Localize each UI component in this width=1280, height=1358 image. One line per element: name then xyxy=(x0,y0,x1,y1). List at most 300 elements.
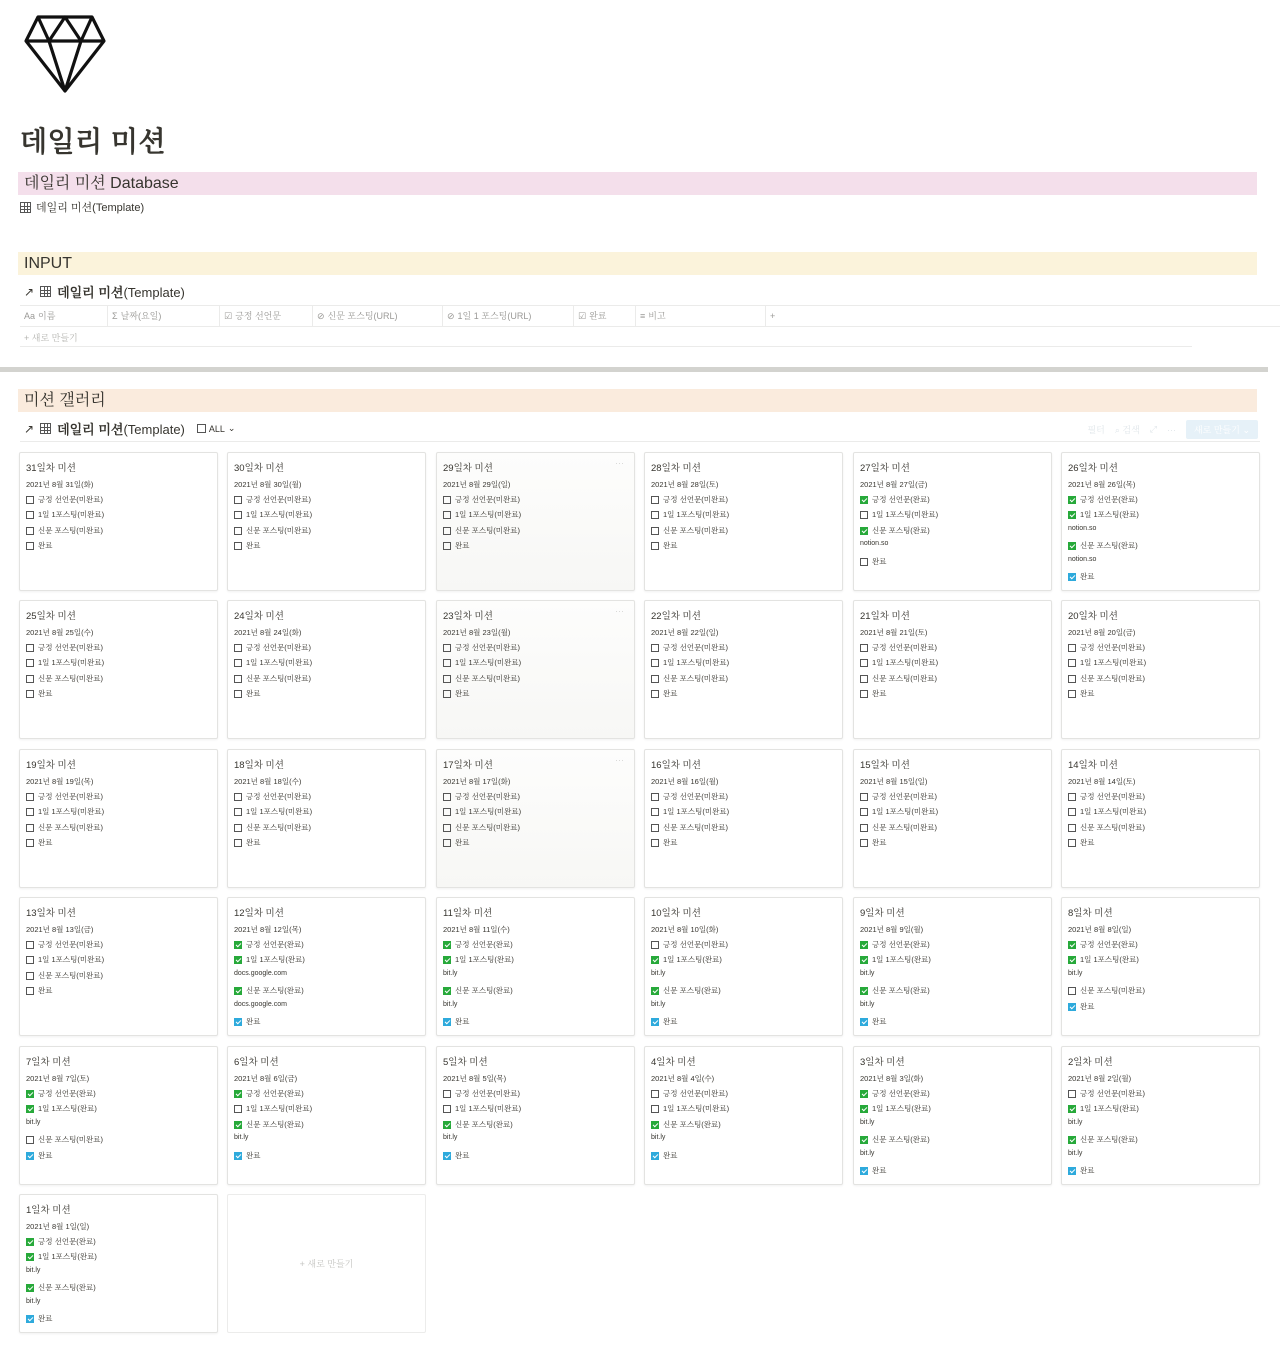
checked-checkbox-icon xyxy=(860,1018,868,1026)
checkbox-icon xyxy=(234,839,242,847)
text-prop-icon: Aa xyxy=(24,311,36,321)
checked-checkbox-icon xyxy=(1068,1003,1076,1011)
checkbox-icon xyxy=(234,511,242,519)
card-property-label: 긍정 선언문(완료) xyxy=(455,940,513,949)
card-property xyxy=(860,806,938,817)
card-title: 25일차 미션 xyxy=(26,611,76,622)
card-title: 29일차 미션 xyxy=(443,463,493,474)
card-property xyxy=(860,1165,887,1176)
checkbox-icon xyxy=(26,496,34,504)
card-property xyxy=(26,525,103,536)
more-icon[interactable]: ··· xyxy=(1166,424,1176,435)
add-column-button[interactable] xyxy=(766,306,806,326)
card-date: 2021년 8월 27일(금) xyxy=(860,480,928,489)
column-header-done[interactable]: ☑ 완료 xyxy=(574,306,636,326)
checked-checkbox-icon xyxy=(651,1121,659,1129)
card-property-label: 1일 1포스팅(완료) xyxy=(38,1104,97,1113)
card-property xyxy=(1068,1165,1095,1176)
gallery-card[interactable] xyxy=(19,600,218,739)
checkbox-icon xyxy=(234,808,242,816)
card-property-label: 1일 1포스팅(완료) xyxy=(872,955,931,964)
card-url[interactable] xyxy=(443,1001,457,1008)
new-page-button[interactable]: 새로 만들기 ⌄ xyxy=(1186,420,1258,439)
checkbox-icon xyxy=(443,527,451,535)
card-title: 19일차 미션 xyxy=(26,760,76,771)
card-date: 2021년 8월 23일(월) xyxy=(443,628,511,637)
card-property-label: 긍정 선언문(미완료) xyxy=(38,643,104,652)
gallery-card[interactable] xyxy=(853,1046,1052,1185)
card-property-label: 완료 xyxy=(38,541,53,550)
checked-checkbox-icon xyxy=(1068,956,1076,964)
card-url-text: bit.ly xyxy=(860,1001,875,1008)
checkbox-icon xyxy=(26,972,34,980)
checked-checkbox-icon xyxy=(26,1105,34,1113)
card-property xyxy=(651,525,728,536)
card-url[interactable] xyxy=(651,1001,665,1008)
card-url[interactable] xyxy=(1068,1119,1082,1126)
checkbox-icon xyxy=(1068,793,1076,801)
checkbox-icon xyxy=(443,1090,451,1098)
card-property-label: 긍정 선언문(미완료) xyxy=(455,643,521,652)
gallery-card[interactable] xyxy=(227,1046,426,1185)
card-property xyxy=(651,837,678,848)
card-more-icon[interactable]: ··· xyxy=(615,755,624,765)
card-url-text: bit.ly xyxy=(651,1134,666,1141)
card-url[interactable] xyxy=(26,1298,40,1305)
gallery-card[interactable] xyxy=(644,1046,843,1185)
card-property xyxy=(1068,791,1145,802)
checkbox-icon xyxy=(651,496,659,504)
gallery-card[interactable] xyxy=(436,452,635,591)
card-url-text: bit.ly xyxy=(1068,1150,1083,1157)
view-selector[interactable]: ALL ⌄ xyxy=(197,423,236,434)
checkbox-icon xyxy=(26,808,34,816)
checked-checkbox-icon xyxy=(234,1152,242,1160)
card-property xyxy=(651,1016,678,1027)
card-property xyxy=(443,642,520,653)
diamond-icon[interactable] xyxy=(24,14,106,94)
checked-checkbox-icon xyxy=(1068,1136,1076,1144)
gallery-card[interactable] xyxy=(436,749,635,888)
card-property xyxy=(234,791,311,802)
card-property xyxy=(443,540,470,551)
card-title: 9일차 미션 xyxy=(860,908,905,919)
card-property xyxy=(860,509,938,520)
card-property xyxy=(26,540,53,551)
checkbox-icon xyxy=(860,644,868,652)
card-property-label: 1일 1포스팅(미완료) xyxy=(38,510,105,519)
new-card-button[interactable]: + 새로 만들기 xyxy=(227,1194,426,1333)
card-property xyxy=(234,1088,304,1099)
card-property-label: 긍정 선언문(미완료) xyxy=(663,1089,729,1098)
card-url[interactable] xyxy=(1068,556,1096,563)
card-property xyxy=(651,509,729,520)
card-property xyxy=(651,939,728,950)
checkbox-icon xyxy=(443,511,451,519)
checked-checkbox-icon xyxy=(651,1018,659,1026)
gallery-card[interactable] xyxy=(227,749,426,888)
card-property xyxy=(1068,1134,1138,1145)
checkbox-icon xyxy=(26,675,34,683)
card-property xyxy=(651,1088,728,1099)
card-property xyxy=(443,1103,521,1114)
card-property xyxy=(26,1134,103,1145)
card-property-label: 1일 1포스팅(미완료) xyxy=(872,807,939,816)
checkbox-prop-icon: ☑ xyxy=(224,311,233,321)
card-property-label: 완료 xyxy=(246,1151,261,1160)
card-property xyxy=(234,1103,312,1114)
card-url[interactable] xyxy=(1068,525,1096,532)
template-database-link[interactable] xyxy=(20,199,144,215)
card-url[interactable] xyxy=(860,1119,874,1126)
input-section-header: INPUT xyxy=(18,252,1257,275)
card-property-label: 완료 xyxy=(246,838,261,847)
checkbox-icon xyxy=(1068,839,1076,847)
card-property xyxy=(1068,954,1139,965)
gallery-card[interactable] xyxy=(19,749,218,888)
checkbox-icon xyxy=(234,675,242,683)
gallery-card[interactable] xyxy=(853,452,1052,591)
gallery-card[interactable] xyxy=(853,749,1052,888)
checkbox-icon xyxy=(1068,824,1076,832)
card-property-label: 완료 xyxy=(1080,838,1095,847)
card-property xyxy=(1068,540,1138,551)
checkbox-icon xyxy=(651,839,659,847)
card-property-label: 긍정 선언문(완료) xyxy=(38,1237,96,1246)
checkbox-icon xyxy=(860,824,868,832)
card-property-label: 긍정 선언문(미완료) xyxy=(663,792,729,801)
card-url-text: docs.google.com xyxy=(234,1001,287,1008)
url-prop-icon: ⊘ xyxy=(317,311,325,321)
card-property-label: 1일 1포스팅(완료) xyxy=(872,1104,931,1113)
card-property-label: 1일 1포스팅(미완료) xyxy=(246,807,313,816)
gallery-card[interactable] xyxy=(1061,897,1260,1036)
card-date: 2021년 8월 4일(수) xyxy=(651,1074,715,1083)
card-property-label: 완료 xyxy=(663,838,678,847)
card-more-icon[interactable]: ··· xyxy=(615,606,624,616)
card-property xyxy=(26,970,103,981)
gallery-card[interactable] xyxy=(1061,749,1260,888)
card-property-label: 1일 1포스팅(미완료) xyxy=(38,658,105,667)
card-property-label: 완료 xyxy=(38,1314,53,1323)
card-property xyxy=(26,837,53,848)
checked-checkbox-icon xyxy=(1068,511,1076,519)
card-property xyxy=(860,939,930,950)
plus-icon: + xyxy=(770,311,776,321)
search-button[interactable]: ⌕ 검색 xyxy=(1114,425,1140,435)
card-property xyxy=(26,509,104,520)
card-property-label: 1일 1포스팅(완료) xyxy=(663,955,722,964)
card-property xyxy=(651,822,728,833)
card-property xyxy=(26,1103,97,1114)
card-date: 2021년 8월 6일(금) xyxy=(234,1074,298,1083)
card-property xyxy=(651,806,729,817)
linked-arrow-icon: ↗ xyxy=(24,284,35,299)
search-icon: ⌕ xyxy=(1114,425,1123,435)
card-property xyxy=(234,642,311,653)
gallery-card[interactable] xyxy=(1061,1046,1260,1185)
checkbox-icon xyxy=(26,956,34,964)
card-property xyxy=(1068,1103,1139,1114)
checked-checkbox-icon xyxy=(860,1090,868,1098)
chevron-down-icon: ⌄ xyxy=(227,423,236,433)
card-property xyxy=(443,939,513,950)
card-url[interactable] xyxy=(860,970,874,977)
card-date: 2021년 8월 12일(목) xyxy=(234,925,302,934)
card-url[interactable] xyxy=(26,1267,40,1274)
checked-checkbox-icon xyxy=(234,1018,242,1026)
card-title: 5일차 미션 xyxy=(443,1057,488,1068)
card-property-label: 완료 xyxy=(1080,1166,1095,1175)
checkbox-icon xyxy=(860,690,868,698)
section-divider xyxy=(0,367,1268,372)
card-property xyxy=(1068,939,1138,950)
checked-checkbox-icon xyxy=(234,941,242,949)
card-date: 2021년 8월 7일(토) xyxy=(26,1074,90,1083)
checkbox-icon xyxy=(651,941,659,949)
card-url[interactable] xyxy=(651,970,665,977)
card-property-label: 완료 xyxy=(1080,689,1095,698)
card-property xyxy=(443,1016,470,1027)
card-url[interactable] xyxy=(860,540,888,547)
card-date: 2021년 8월 11일(수) xyxy=(443,925,510,934)
card-url[interactable] xyxy=(1068,970,1082,977)
card-property xyxy=(651,1119,721,1130)
checked-checkbox-icon xyxy=(443,941,451,949)
card-property-label: 긍정 선언문(완료) xyxy=(872,495,930,504)
gallery-card[interactable] xyxy=(644,749,843,888)
card-url-text: bit.ly xyxy=(860,1150,875,1157)
checkbox-icon xyxy=(443,1105,451,1113)
column-header-date[interactable]: Σ 날짜(요일) xyxy=(108,306,220,326)
card-property-label: 1일 1포스팅(미완료) xyxy=(1080,807,1147,816)
checkbox-icon xyxy=(1068,1090,1076,1098)
card-more-icon[interactable]: ··· xyxy=(615,458,624,468)
card-property xyxy=(26,939,103,950)
card-property-label: 긍정 선언문(미완료) xyxy=(1080,1089,1146,1098)
card-property-label: 완료 xyxy=(663,1151,678,1160)
card-property-label: 긍정 선언문(완료) xyxy=(872,1089,930,1098)
card-property-label: 신문 포스팅(미완료) xyxy=(1080,986,1146,995)
gallery-card[interactable] xyxy=(644,600,843,739)
card-property-label: 신문 포스팅(미완료) xyxy=(38,674,104,683)
gallery-card[interactable] xyxy=(19,897,218,1036)
card-property xyxy=(26,954,104,965)
expand-icon[interactable]: ⤢ xyxy=(1149,424,1157,434)
input-view-title[interactable] xyxy=(24,282,185,301)
card-property-label: 1일 1포스팅(완료) xyxy=(246,955,305,964)
table-icon xyxy=(40,286,51,297)
card-url[interactable] xyxy=(26,1119,40,1126)
card-title: 16일차 미션 xyxy=(651,760,701,771)
card-url[interactable] xyxy=(443,1134,457,1141)
checked-checkbox-icon xyxy=(1068,1167,1076,1175)
card-property xyxy=(860,494,930,505)
card-property xyxy=(26,1251,97,1262)
filter-button[interactable]: 필터 xyxy=(1087,425,1105,435)
card-property-label: 신문 포스팅(미완료) xyxy=(38,971,104,980)
checkbox-icon xyxy=(651,793,659,801)
card-property xyxy=(651,1103,729,1114)
card-title: 15일차 미션 xyxy=(860,760,910,771)
card-url[interactable] xyxy=(234,1134,248,1141)
card-property xyxy=(234,525,311,536)
checked-checkbox-icon xyxy=(651,956,659,964)
gallery-card[interactable] xyxy=(644,452,843,591)
card-property-label: 1일 1포스팅(미완료) xyxy=(38,955,105,964)
checkbox-icon xyxy=(1068,675,1076,683)
checkbox-icon xyxy=(26,824,34,832)
card-property xyxy=(651,642,728,653)
card-property xyxy=(860,642,937,653)
card-date: 2021년 8월 28일(토) xyxy=(651,480,719,489)
card-property-label: 긍정 선언문(미완료) xyxy=(246,495,312,504)
gallery-card[interactable] xyxy=(227,897,426,1036)
column-header-news-url[interactable]: ⊘ 신문 포스팅(URL) xyxy=(313,306,443,326)
card-title: 18일차 미션 xyxy=(234,760,284,771)
checkbox-icon xyxy=(234,824,242,832)
card-property-label: 1일 1포스팅(미완료) xyxy=(455,658,522,667)
checkbox-icon xyxy=(234,793,242,801)
card-date: 2021년 8월 19일(목) xyxy=(26,777,94,786)
column-header-daily-post-url[interactable]: ⊘ 1일 1 포스팅(URL) xyxy=(443,306,574,326)
card-property-label: 완료 xyxy=(663,541,678,550)
card-property-label: 완료 xyxy=(1080,572,1095,581)
card-property-label: 신문 포스팅(완료) xyxy=(455,1120,513,1129)
card-property xyxy=(234,688,261,699)
gallery-card[interactable] xyxy=(1061,452,1260,591)
card-property xyxy=(1068,1001,1095,1012)
checkbox-icon xyxy=(26,511,34,519)
column-header-notes[interactable]: ≡ 비고 xyxy=(636,306,766,326)
card-property xyxy=(651,540,678,551)
card-property-label: 완료 xyxy=(663,689,678,698)
gallery-card[interactable] xyxy=(19,1046,218,1185)
card-property-label: 긍정 선언문(완료) xyxy=(1080,495,1138,504)
card-title: 8일차 미션 xyxy=(1068,908,1113,919)
card-property-label: 긍정 선언문(미완료) xyxy=(663,643,729,652)
card-date: 2021년 8월 2일(월) xyxy=(1068,1074,1132,1083)
card-url[interactable] xyxy=(860,1150,874,1157)
checkbox-icon xyxy=(651,527,659,535)
card-url[interactable] xyxy=(860,1001,874,1008)
card-property-label: 완료 xyxy=(38,1151,53,1160)
checked-checkbox-icon xyxy=(26,1152,34,1160)
card-property-label: 긍정 선언문(완료) xyxy=(38,1089,96,1098)
card-url-text: bit.ly xyxy=(1068,970,1083,977)
gallery-view-title[interactable] xyxy=(24,419,235,438)
card-property xyxy=(234,494,311,505)
gallery-card[interactable] xyxy=(853,600,1052,739)
gallery-card[interactable] xyxy=(436,1046,635,1185)
checked-checkbox-icon xyxy=(1068,542,1076,550)
card-property xyxy=(234,837,261,848)
card-property xyxy=(26,1150,53,1161)
card-property xyxy=(234,954,305,965)
card-property-label: 완료 xyxy=(872,1017,887,1026)
checkbox-icon xyxy=(26,644,34,652)
gallery-card[interactable] xyxy=(644,897,843,1036)
card-date: 2021년 8월 30일(월) xyxy=(234,480,302,489)
card-property xyxy=(443,806,521,817)
card-title: 30일차 미션 xyxy=(234,463,284,474)
card-property xyxy=(860,822,937,833)
checkbox-icon xyxy=(860,839,868,847)
card-date: 2021년 8월 24일(화) xyxy=(234,628,302,637)
card-title: 21일차 미션 xyxy=(860,611,910,622)
card-title: 11일차 미션 xyxy=(443,908,493,919)
card-url[interactable] xyxy=(651,1134,665,1141)
checkbox-icon xyxy=(651,1090,659,1098)
table-bottom-divider xyxy=(20,346,1192,347)
card-property xyxy=(26,1313,53,1324)
card-title: 6일차 미션 xyxy=(234,1057,279,1068)
checkbox-icon xyxy=(860,511,868,519)
gallery-card[interactable] xyxy=(227,452,426,591)
checkbox-icon xyxy=(443,808,451,816)
card-url-text: bit.ly xyxy=(860,970,875,977)
input-view-name: 데일리 미션(Template) xyxy=(57,285,185,300)
card-property-label: 완료 xyxy=(246,689,261,698)
card-property-label: 1일 1포스팅(완료) xyxy=(455,955,514,964)
card-property-label: 긍정 선언문(미완료) xyxy=(663,495,729,504)
checked-checkbox-icon xyxy=(860,527,868,535)
checkbox-icon xyxy=(443,542,451,550)
page-title: 데일리 미션 xyxy=(20,126,167,157)
column-header-affirmation[interactable]: ☑ 긍정 선언문 xyxy=(220,306,313,326)
card-property-label: 완료 xyxy=(38,838,53,847)
column-header-name[interactable]: Aa 이름 xyxy=(20,306,108,326)
card-property-label: 1일 1포스팅(미완료) xyxy=(663,510,730,519)
card-property xyxy=(26,1236,96,1247)
checkbox-icon xyxy=(234,542,242,550)
gallery-card[interactable] xyxy=(1061,600,1260,739)
checked-checkbox-icon xyxy=(1068,1105,1076,1113)
gallery-card[interactable] xyxy=(227,600,426,739)
card-property-label: 긍정 선언문(미완료) xyxy=(872,792,938,801)
card-property xyxy=(860,688,887,699)
card-property-label: 1일 1포스팅(미완료) xyxy=(246,510,313,519)
card-url[interactable] xyxy=(234,1001,287,1008)
new-row-button[interactable]: + 새로 만들기 xyxy=(24,333,78,343)
checked-checkbox-icon xyxy=(651,987,659,995)
card-property-label: 1일 1포스팅(미완료) xyxy=(663,807,730,816)
card-property xyxy=(651,954,722,965)
gallery-card[interactable] xyxy=(853,897,1052,1036)
gallery-card[interactable] xyxy=(19,1194,218,1333)
card-date: 2021년 8월 3일(화) xyxy=(860,1074,924,1083)
card-property-label: 신문 포스팅(미완료) xyxy=(663,823,729,832)
card-title: 7일차 미션 xyxy=(26,1057,71,1068)
gallery-card[interactable] xyxy=(19,452,218,591)
card-property-label: 완료 xyxy=(872,557,887,566)
gallery-card[interactable] xyxy=(436,600,635,739)
card-property-label: 신문 포스팅(완료) xyxy=(246,986,304,995)
card-url[interactable] xyxy=(1068,1150,1082,1157)
card-property-label: 신문 포스팅(미완료) xyxy=(38,823,104,832)
checked-checkbox-icon xyxy=(26,1090,34,1098)
card-url[interactable] xyxy=(234,970,287,977)
card-property-label: 완료 xyxy=(872,838,887,847)
card-date: 2021년 8월 21일(토) xyxy=(860,628,928,637)
card-property-label: 완료 xyxy=(246,541,261,550)
gallery-card[interactable] xyxy=(436,897,635,1036)
card-date: 2021년 8월 18일(수) xyxy=(234,777,302,786)
checkbox-icon xyxy=(234,1105,242,1113)
card-property xyxy=(1068,1088,1145,1099)
card-property-label: 1일 1포스팅(미완료) xyxy=(246,658,313,667)
card-url[interactable] xyxy=(443,970,457,977)
